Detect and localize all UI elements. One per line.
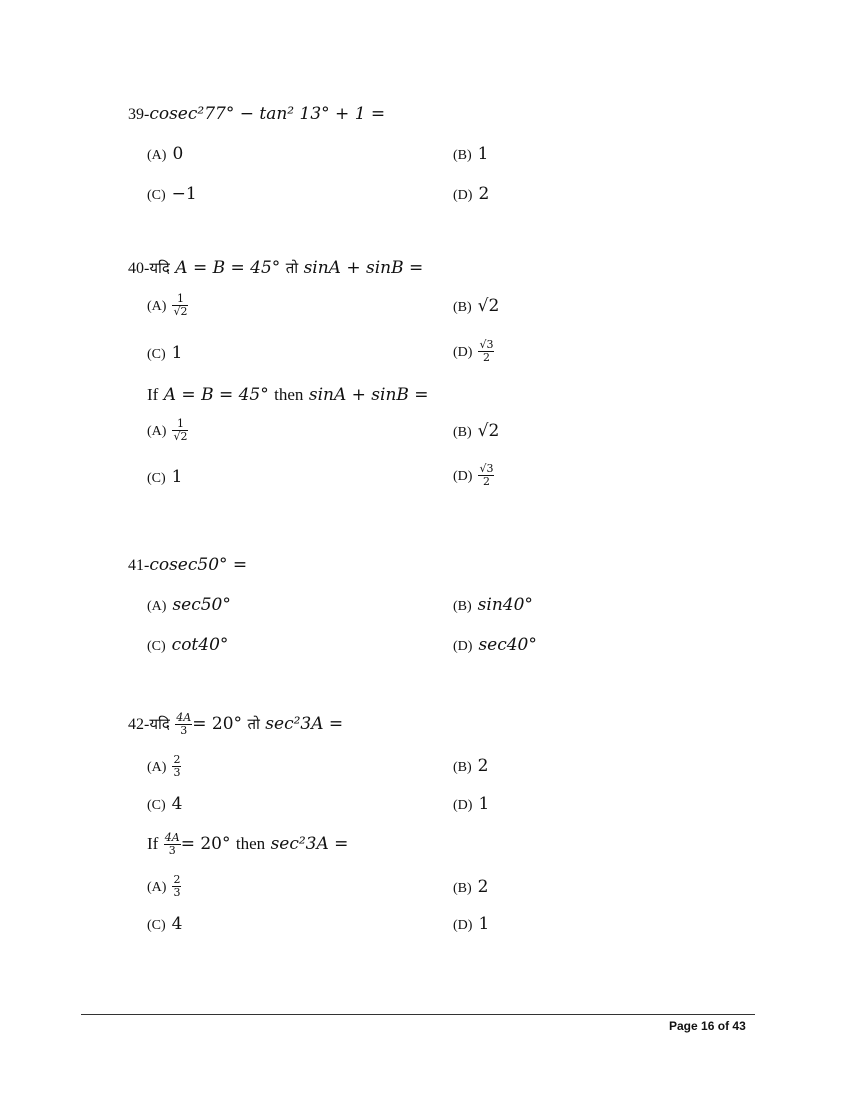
option-c: (C) 1 bbox=[147, 343, 183, 363]
question-40-english: If A = B = 45° then sinA + sinB = bbox=[147, 385, 429, 405]
option-b: (B) sin40° bbox=[453, 595, 533, 615]
option-c: (C) 1 bbox=[147, 467, 183, 487]
option-d: (D) 1 bbox=[453, 914, 490, 934]
question-41: 41-cosec50° = bbox=[128, 555, 248, 575]
fraction: $\frac{√3}{2}$ bbox=[479, 462, 494, 488]
fraction: $\frac{2}{3}$ bbox=[173, 873, 181, 899]
option-a: (A) $\frac{1}{√2}$ bbox=[147, 292, 188, 318]
fraction: $\frac{4A}{3}$ bbox=[176, 711, 192, 737]
fraction: $\frac{2}{3}$ bbox=[173, 753, 181, 779]
option-d: (D) $\frac{√3}{2}$ bbox=[453, 462, 494, 488]
option-b: (B) 2 bbox=[453, 877, 489, 897]
option-b: (B) √2 bbox=[453, 421, 500, 441]
option-d: (D) 2 bbox=[453, 184, 490, 204]
question-number: 39- bbox=[128, 106, 150, 123]
option-a: (A) 0 bbox=[147, 144, 184, 164]
option-a: (A) $\frac{1}{√2}$ bbox=[147, 417, 188, 443]
option-d: (D) 1 bbox=[453, 794, 490, 814]
option-a: (A) sec50° bbox=[147, 595, 231, 615]
fraction: $\frac{1}{√2}$ bbox=[173, 417, 188, 443]
option-c: (C) 4 bbox=[147, 914, 183, 934]
option-a: (A) $\frac{2}{3}$ bbox=[147, 753, 181, 779]
fraction: $\frac{1}{√2}$ bbox=[173, 292, 188, 318]
option-b: (B) √2 bbox=[453, 296, 500, 316]
option-a: (A) $\frac{2}{3}$ bbox=[147, 873, 181, 899]
option-b: (B) 1 bbox=[453, 144, 489, 164]
question-number: 40- bbox=[128, 260, 150, 277]
question-42-english: If $\frac{4A}{3}$ = 20° then sec²3A = bbox=[147, 831, 349, 857]
footer-divider bbox=[81, 1014, 755, 1015]
option-d: (D) $\frac{√3}{2}$ bbox=[453, 338, 494, 364]
option-c: (C) cot40° bbox=[147, 635, 229, 655]
question-40: 40-यदि A = B = 45° तो sinA + sinB = bbox=[128, 258, 424, 278]
option-c: (C) 4 bbox=[147, 794, 183, 814]
question-39 bbox=[128, 102, 385, 127]
question-number: 42- bbox=[128, 716, 150, 733]
question-expression: cosec²77° − tan² 13° + 1 = bbox=[149, 104, 386, 124]
option-d: (D) sec40° bbox=[453, 635, 537, 655]
option-c: (C) −1 bbox=[147, 184, 197, 204]
page-number: Page 16 of 43 bbox=[669, 1019, 746, 1033]
fraction: $\frac{√3}{2}$ bbox=[479, 338, 494, 364]
question-number: 41- bbox=[128, 557, 150, 574]
question-42: 42-यदि $\frac{4A}{3}$ = 20° तो sec²3A = bbox=[128, 711, 344, 737]
fraction: $\frac{4A}{3}$ bbox=[164, 831, 180, 857]
option-b: (B) 2 bbox=[453, 756, 489, 776]
